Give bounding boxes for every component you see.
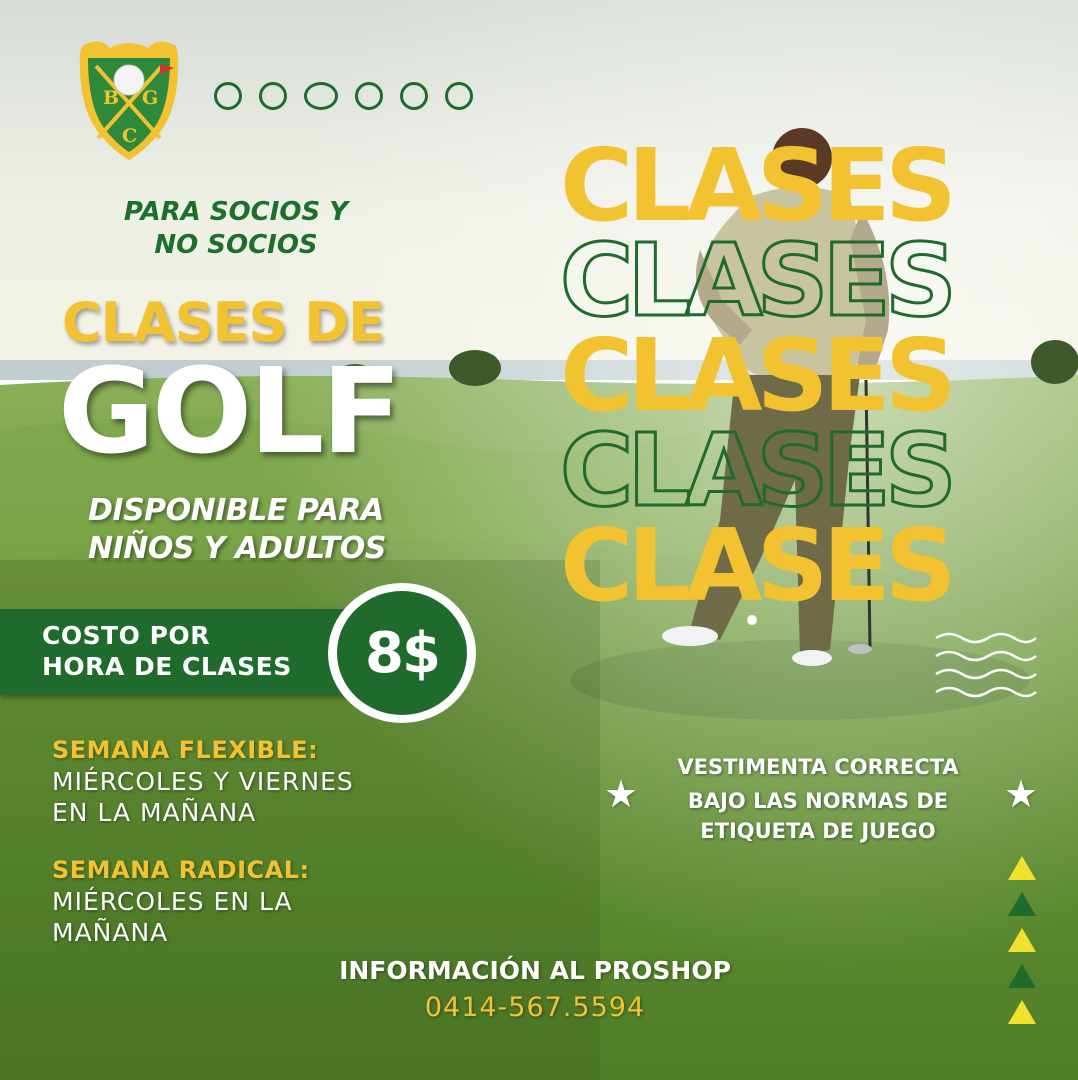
price-badge: 8$ [337,591,467,715]
cost-line-2: HORA DE CLASES [42,652,292,681]
contact-title: INFORMACIÓN AL PROSHOP [339,956,731,985]
circle-icon [400,82,428,110]
cost-line-1: COSTO POR [42,621,210,650]
availability-line-1: DISPONIBLE PARA [88,493,384,528]
clases-word-2: CLASES [560,222,951,339]
clases-word-4: CLASES [560,412,951,529]
crest-letter-b: B [103,87,120,109]
circle-icon [445,82,473,110]
triangle-icon [1008,892,1036,916]
schedule-flexible-line-1: MIÉRCOLES Y VIERNES [52,767,354,796]
crest-letter-g: G [142,87,159,109]
schedule-radical-line-1: MIÉRCOLES EN LA [52,887,293,916]
circle-icon [259,82,287,110]
club-crest-logo [70,36,188,162]
clases-word-1: CLASES [560,140,951,244]
clases-word-3: CLASES [560,317,951,434]
circle-icon [304,82,338,110]
circle-icon [214,82,242,110]
audience-line-1: PARA SOCIOS Y [123,197,349,227]
heading-clases-de: CLASES DE [62,291,385,354]
triangle-icon [1008,928,1036,952]
schedule-flexible-line-2: EN LA MAÑANA [52,798,257,827]
decorative-dots [214,82,473,114]
audience-text [76,196,396,262]
schedule-radical-line-2: MAÑANA [52,918,169,947]
dress-code-text [640,752,996,846]
cost-label [42,620,292,682]
schedule-body-flexible [52,766,354,828]
triangle-icon [1008,964,1036,988]
clases-word-5: CLASES [560,507,951,620]
schedule-body-radical [52,886,293,948]
audience-line-2: NO SOCIOS [154,230,318,260]
availability-line-2: NIÑOS Y ADULTOS [88,531,386,566]
dress-code-line-3: ETIQUETA DE JUEGO [700,819,936,843]
star-icon: ★ [1004,772,1039,816]
wave-icon [934,630,1038,702]
dress-code-line-1: VESTIMENTA CORRECTA [677,755,959,779]
crest-letter-c: C [122,125,138,147]
triangle-icon [1008,1000,1036,1024]
star-icon: ★ [604,772,639,816]
triangle-icon [1008,856,1036,880]
heading-golf: GOLF [58,342,399,480]
contact-phone: 0414-567.5594 [424,992,646,1023]
schedule-title-radical: SEMANA RADICAL: [52,856,310,884]
schedule-title-flexible: SEMANA FLEXIBLE: [52,736,319,764]
availability-text [88,492,386,568]
dress-code-line-2: BAJO LAS NORMAS DE [687,789,949,813]
circle-icon [355,82,383,110]
